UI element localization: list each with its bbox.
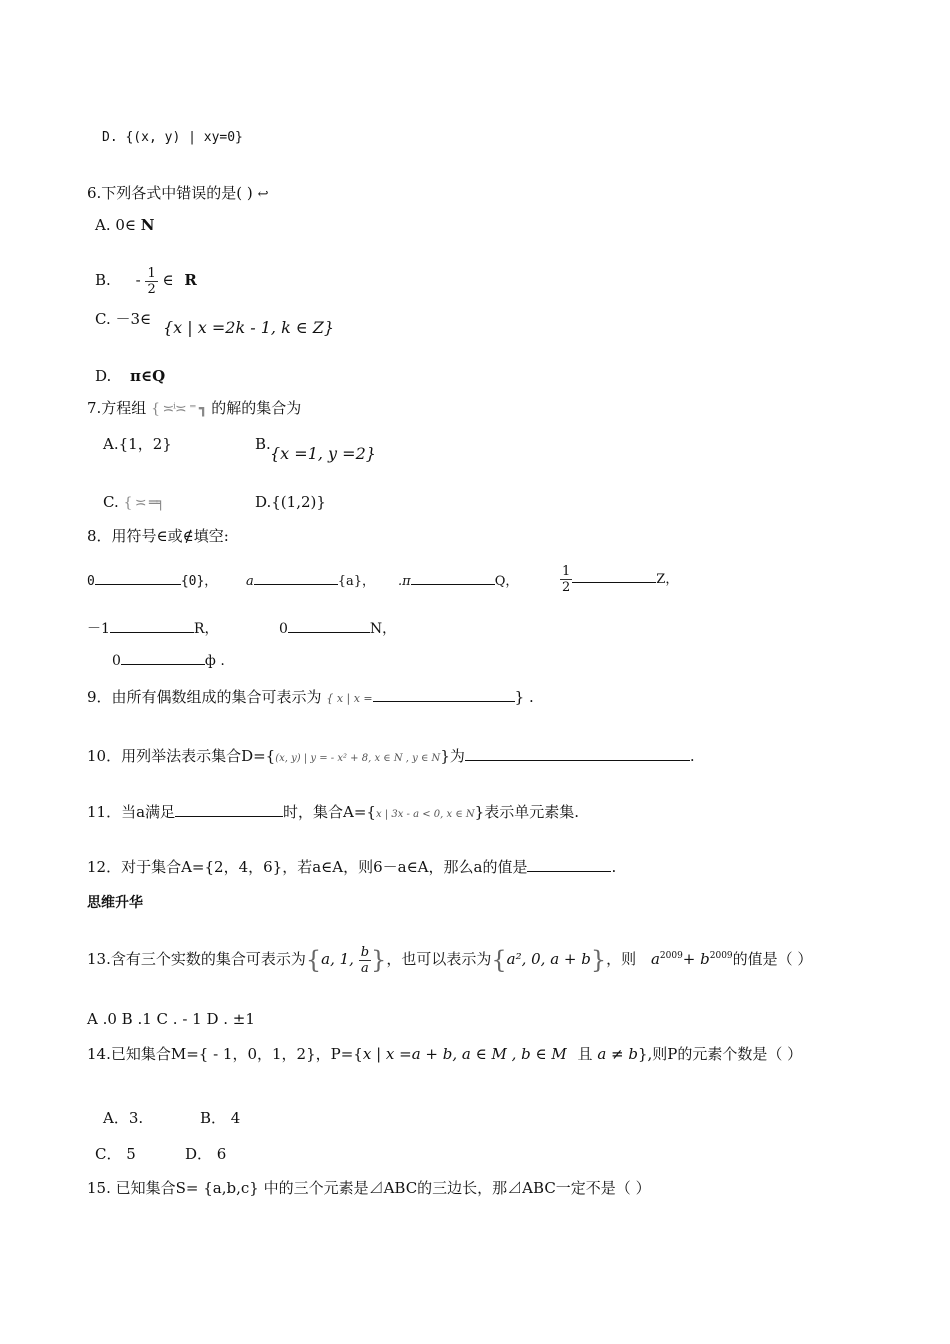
q13-stem: 13.含有三个实数的集合可表示为 <box>87 950 306 968</box>
q10-set: (x, y) | y = - x² + 8, x ∈ N , y ∈ N <box>275 753 441 764</box>
q6-option-a <box>95 215 155 235</box>
q10-blank[interactable] <box>465 746 690 761</box>
q6-option-c <box>95 309 151 329</box>
q8-blank-6[interactable] <box>288 618 370 633</box>
q13-expr: a <box>650 950 660 968</box>
q8-row2b <box>279 618 396 639</box>
q13-exp1: 2009 <box>659 951 683 961</box>
q6-b-den: 2 <box>147 281 156 297</box>
q8-r1-d: {a}， <box>337 574 376 589</box>
q8-r1-f: Q， <box>494 574 519 589</box>
q7-stem <box>87 398 301 419</box>
q14-option-c: C． 5 <box>95 1145 136 1163</box>
q8-blank-2[interactable] <box>254 570 338 585</box>
q6-option-d <box>95 366 165 386</box>
q7-c-label: C. <box>103 493 119 511</box>
q14-cond: a ≠ b <box>597 1045 638 1063</box>
q12-stem: 12．对于集合A={2，4，6}，若a∈A，则6－a∈A，那么a的值是 <box>87 858 528 876</box>
q8-r1-g: Z， <box>656 572 679 587</box>
q8-r2-a: －1 <box>87 621 110 637</box>
q8-den: 2 <box>562 580 571 595</box>
q8-row2 <box>87 618 218 639</box>
q10-stem: 10．用列举法表示集合D={ <box>87 747 276 765</box>
q10 <box>87 746 695 769</box>
q7-system-equation: { ≍ⁱ≍ ⁼ ┓ <box>151 401 207 417</box>
q10-end: . <box>689 747 695 765</box>
q11-blank[interactable] <box>175 802 283 817</box>
q7-option-b-set: {x =1, y =2} <box>270 444 376 463</box>
q13-plus: + b <box>682 950 710 968</box>
q14-stem: 14.已知集合M={ - 1，0，1，2}，P={ <box>87 1045 363 1063</box>
q6-d-label: D. <box>95 367 112 385</box>
q13-exp2: 2009 <box>709 951 733 961</box>
q13-brace-close-1: } <box>371 946 387 974</box>
q12 <box>87 857 616 877</box>
q8-r1-b: {0}， <box>180 574 218 589</box>
q7-option-c <box>103 492 164 513</box>
q14-option-b: B． 4 <box>200 1109 241 1127</box>
q13-set2: a², 0, a + b <box>506 950 591 968</box>
q6-b-set: R <box>184 271 197 289</box>
q8-r1-c: a <box>246 574 254 589</box>
q8-r3-b: ф . <box>204 653 225 669</box>
q6-b-fraction <box>145 266 157 297</box>
q8-r2-d: N， <box>369 621 397 637</box>
q8-row1c <box>398 570 518 592</box>
q8-row3 <box>112 650 225 671</box>
q13-set1-a: a, 1, <box>321 950 354 968</box>
q13-brace-open-2: { <box>491 946 507 974</box>
q15-stem: 15. 已知集合S= {a,b,c} 中的三个元素是⊿ABC的三边长，那⊿ABC一定不是（ ） <box>87 1179 651 1197</box>
q8-row1d <box>560 561 678 599</box>
q9-stem: 9．由所有偶数组成的集合可表示为 <box>87 688 322 706</box>
q6-a-set: N <box>140 216 155 234</box>
q11-end: }表示单元素集. <box>474 803 579 821</box>
q11-set: x | 3x - a < 0, x ∈ N <box>375 809 475 820</box>
q13-mid: ，也可以表示为 <box>386 950 492 968</box>
q13-then: ，则 <box>606 950 637 968</box>
q8-blank-4[interactable] <box>572 568 656 583</box>
q8-r2-c: 0 <box>279 621 288 637</box>
q13 <box>87 932 812 988</box>
q6-stem-text: 6.下列各式中错误的是( ) <box>87 184 253 202</box>
q9-blank[interactable] <box>373 687 515 702</box>
q8-blank-1[interactable] <box>95 570 181 585</box>
q13-brace-open-1: { <box>305 946 322 974</box>
q13-den: a <box>361 960 369 976</box>
q8-row1b <box>246 570 375 592</box>
q8-fraction <box>560 564 572 595</box>
q8-r3-a: 0 <box>112 653 121 669</box>
q8-stem: 8．用符号∈或∉填空: <box>87 527 229 545</box>
q7-stem-post: 的解的集合为 <box>211 399 302 417</box>
q13-end: 的值是（ ） <box>732 950 813 968</box>
q7-option-b-label: B. <box>255 435 271 453</box>
q14-set: x | x =a + b, a ∈ M , b ∈ M <box>362 1045 567 1063</box>
q6-d-expr: π∈Q <box>130 367 166 385</box>
q8-r2-b: R， <box>193 621 219 637</box>
q7-option-a: A.{1，2} <box>103 435 172 453</box>
q14-and: 且 <box>577 1045 593 1063</box>
q11-stem: 11．当a满足 <box>87 803 176 821</box>
q5-option-d: D. {(x, y) | xy=0} <box>102 130 243 145</box>
q14-option-a: A．3. <box>103 1109 144 1127</box>
q14 <box>87 1044 802 1078</box>
q8-blank-3[interactable] <box>411 570 495 585</box>
q12-blank[interactable] <box>527 857 611 872</box>
q7-stem-pre: 7.方程组 <box>87 399 147 417</box>
q8-num: 1 <box>562 564 571 579</box>
q11 <box>87 802 579 825</box>
q7-c-system: { ≍ ═╕ <box>123 495 164 511</box>
q6-option-b <box>95 260 197 304</box>
q6-stem <box>87 183 268 205</box>
q9-set: { x | x = <box>326 692 373 705</box>
q6-a-label: A. 0∈ <box>95 216 137 234</box>
q13-fraction <box>359 945 371 976</box>
q14-option-d: D． 6 <box>185 1145 227 1163</box>
q6-c-set: {x | x =2k - 1, k ∈ Z} <box>163 318 335 337</box>
q6-b-label: B. <box>95 271 111 289</box>
q9-end: } . <box>514 688 534 706</box>
q8-r1-a: 0 <box>87 574 95 589</box>
q13-brace-close-2: } <box>590 946 607 974</box>
q11-mid: 时，集合A={ <box>283 803 376 821</box>
q10-mid: }为 <box>440 747 465 765</box>
q14-end: },则P的元素个数是（ ） <box>637 1045 803 1063</box>
section-heading: 思维升华 <box>87 895 143 911</box>
q12-end: . <box>611 858 617 876</box>
q9 <box>87 687 534 709</box>
q13-num: b <box>360 944 370 960</box>
q6-b-minus: - <box>135 271 141 289</box>
q8-r1-e: .π <box>398 574 411 589</box>
q6-b-in: ∈ <box>162 271 174 289</box>
q8-row1 <box>87 570 217 592</box>
q8-blank-7[interactable] <box>121 650 205 665</box>
q6-b-num: 1 <box>147 265 156 281</box>
q13-options: A .0 B .1 C . - 1 D . ±1 <box>87 1010 255 1028</box>
pointer-icon: ↩ <box>257 187 269 202</box>
q6-c-label: C. －3∈ <box>95 310 152 328</box>
q8-blank-5[interactable] <box>110 618 194 633</box>
q7-option-d: D.{(1,2)} <box>255 493 326 511</box>
